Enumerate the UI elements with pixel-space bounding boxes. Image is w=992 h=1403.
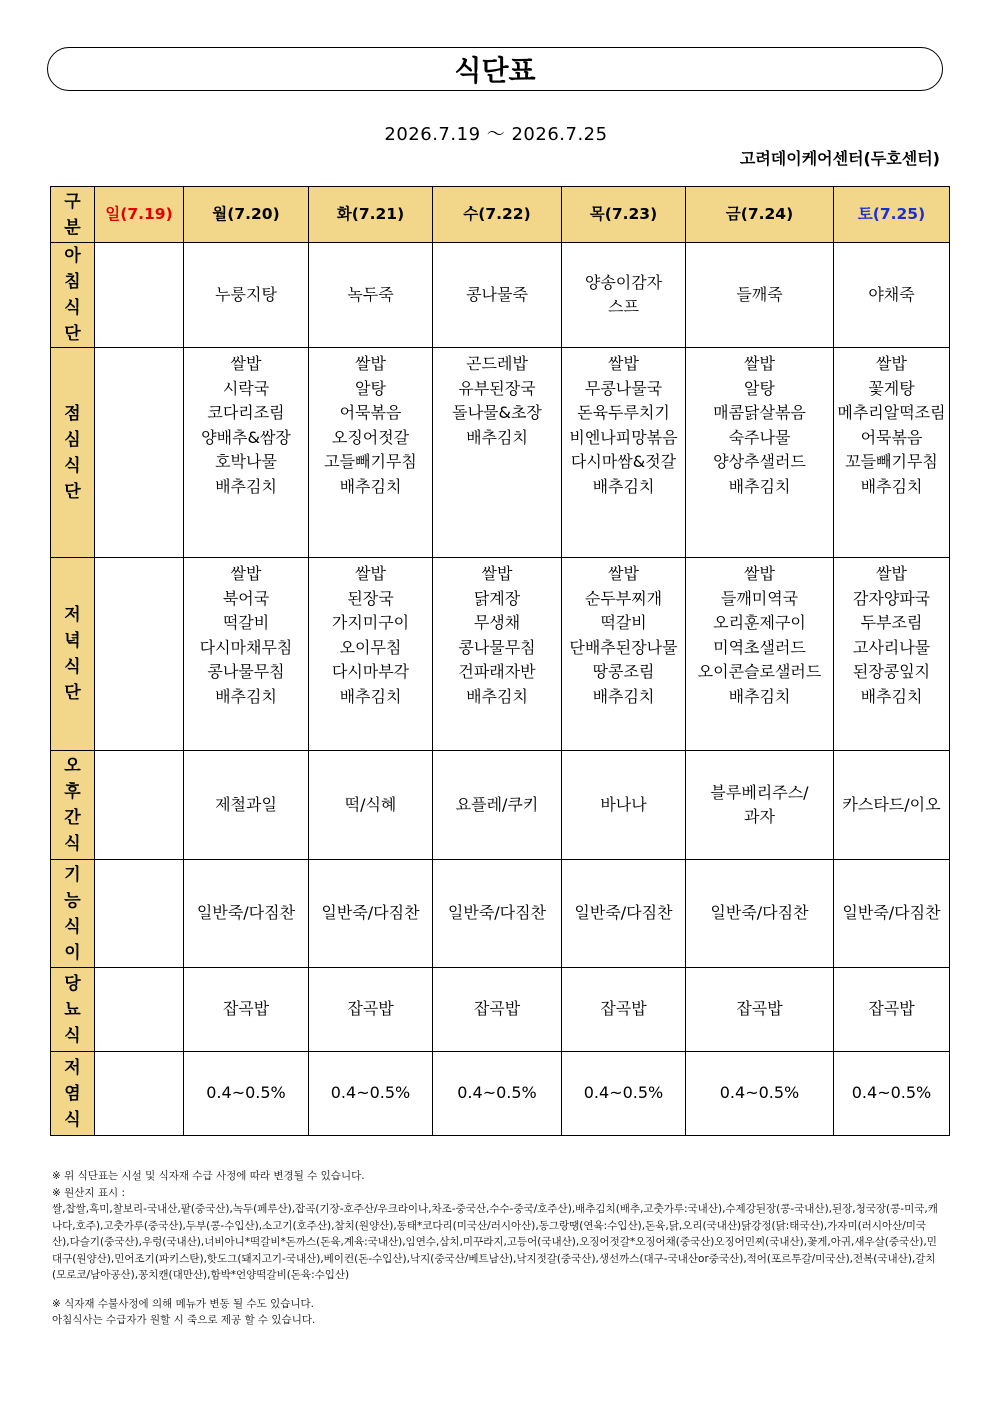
- cell-diabetic-thu: [562, 968, 686, 1052]
- menu-item: 0.4~0.5%: [851, 1083, 932, 1103]
- cell-snack-wed: [433, 751, 562, 860]
- category-char: 능: [64, 890, 81, 911]
- menu-item: 북어국: [222, 588, 270, 608]
- menu-item: 닭계장: [473, 588, 521, 608]
- menu-item: 단배추된장나물: [569, 637, 678, 657]
- category-char: 식: [64, 1025, 81, 1046]
- category-char: 후: [64, 782, 81, 802]
- menu-item: 감자양파국: [852, 588, 931, 608]
- menu-item: 꼬들빼기무침: [845, 452, 938, 471]
- cell-dinner-fri: [686, 558, 834, 751]
- cell-lunch-thu: [562, 348, 686, 558]
- category-lunch: [51, 348, 95, 558]
- notes: [52, 1168, 942, 1329]
- category-char: 구: [64, 191, 81, 212]
- cell-diabetic-sat: [834, 968, 950, 1052]
- category-char: 식: [64, 1109, 81, 1130]
- menu-item: 배추김치: [339, 686, 402, 706]
- category-char: 식: [64, 298, 81, 318]
- note-change: ※ 위 식단표는 시설 및 식자재 수급 사정에 따라 변경될 수 있습니다.: [52, 1170, 365, 1182]
- note-porridge: 아침식사는 수급자가 원할 시 죽으로 제공 할 수 있습니다.: [52, 1314, 316, 1326]
- cell-snack-sat: [834, 751, 950, 860]
- menu-item: 바나나: [600, 794, 647, 814]
- menu-item: 무생채: [473, 613, 521, 632]
- row-functional: [51, 860, 950, 968]
- day-header-tue: 화(7.21): [309, 187, 433, 243]
- cell-snack-thu: [562, 751, 686, 860]
- menu-item: 쌀밥: [481, 564, 513, 583]
- category-char: 심: [64, 429, 81, 450]
- cell-lowsalt-fri: [686, 1052, 834, 1136]
- menu-item: 쌀밥: [355, 564, 386, 583]
- cell-diabetic-wed: [433, 968, 562, 1052]
- note-origin-list: 쌀,찹쌀,흑미,찰보리-국내산,팥(중국산),녹두(페루산),잡곡(기장-호주산/우크라이나,차조-중국산,수수-중국/호주산),배추김치(배추,고춧가루:국내산),수제강된장(콩-국내산),된장,청국장(콩-미국,캐나다,호주),고춧가루(중국산),두부(콩-수입산),소고기(호주산),참치(원양산),동태*코다리(미국산/러시아산),동그랑땡(연육:수입산),돈육,닭,오리(국내산)닭강정(닭:태국산),가자미(러시아산/미국산),다슬기(중국산),우렁(국내산),너비아니*떡갈비*돈까스(돈육,계육:국내산),임연수,삼치,미꾸라지,고등어(국내산),오징어젓갈*오징어채(중국산)오징어민찌(국내산),꽃게,아귀,새우살(중국산),민대구(원양산),민어조기(파키스탄),핫도그(돼지고기-국내산),베이컨(돈-수입산),낙지(중국산/베트남산),낙지젓갈(중국산),생선까스(대구-국내산or중국산),적어(포르투갈/미국산),전복(국내산),갈치(모로코/남아공산),꽁치캔(대만산),함박*언양떡갈비(돈육:수입산): [52, 1203, 938, 1281]
- menu-item: 배추김치: [728, 476, 791, 496]
- menu-item: 일반죽/다짐찬: [574, 903, 673, 923]
- category-char: 침: [64, 272, 81, 292]
- menu-item: 쌀밥: [355, 354, 386, 373]
- menu-item: 떡갈비: [600, 613, 647, 632]
- category-char: 기: [64, 864, 81, 885]
- day-header-fri: 금(7.24): [686, 187, 834, 243]
- category-char: 단: [64, 683, 81, 703]
- note-supply: ※ 식자재 수불사정에 의해 메뉴가 변동 될 수도 있습니다.: [52, 1297, 314, 1310]
- menu-item: 매콤닭살볶음: [713, 403, 806, 422]
- menu-item: 양송이감자: [584, 272, 663, 292]
- menu-item: 0.4~0.5%: [457, 1083, 537, 1103]
- menu-item: 시락국: [222, 378, 270, 398]
- category-char: 식: [64, 916, 81, 937]
- menu-item: 카스타드/이오: [842, 794, 941, 814]
- category-char: 분: [64, 217, 81, 238]
- cell-dinner-sat: [834, 558, 950, 751]
- cell-lunch-wed: [433, 348, 562, 558]
- menu-item: 쌀밥: [608, 354, 639, 373]
- menu-item: 된장콩잎지: [852, 662, 931, 681]
- category-char: 염: [64, 1083, 81, 1104]
- menu-item: 배추김치: [339, 476, 402, 496]
- menu-item: 콩나물죽: [466, 284, 528, 304]
- menu-item: 양상추샐러드: [713, 452, 806, 471]
- category-char: 이: [64, 942, 81, 963]
- menu-item: 잡곡밥: [600, 999, 647, 1019]
- cell-dinner-sun: [95, 558, 184, 751]
- menu-item: 잡곡밥: [736, 999, 783, 1019]
- cell-snack-tue: [309, 751, 433, 860]
- menu-item: 쌀밥: [608, 564, 639, 583]
- menu-item: 돌나물&초장: [452, 403, 542, 422]
- cell-breakfast-sun: [95, 243, 184, 348]
- category-char: 아: [64, 246, 81, 266]
- cell-lowsalt-tue: [309, 1052, 433, 1136]
- cell-functional-tue: [309, 860, 433, 968]
- category-char: 점: [64, 403, 81, 424]
- menu-item: 코다리조림: [207, 403, 285, 422]
- cell-diabetic-mon: [184, 968, 309, 1052]
- category-char: 저: [64, 605, 81, 625]
- menu-item: 0.4~0.5%: [330, 1083, 411, 1103]
- menu-item: 요플레/쿠키: [455, 794, 539, 814]
- day-header-thu: 목(7.23): [562, 187, 686, 243]
- cell-lowsalt-thu: [562, 1052, 686, 1136]
- menu-item: 꽃게탕: [868, 378, 915, 398]
- cell-breakfast-mon: [184, 243, 309, 348]
- menu-item: 배추김치: [215, 476, 277, 496]
- menu-item: 콩나물무침: [458, 637, 536, 657]
- menu-item: 다시마채무침: [199, 637, 293, 657]
- menu-item: 배추김치: [466, 686, 528, 706]
- cell-diabetic-tue: [309, 968, 433, 1052]
- menu-item: 들깨미역국: [720, 588, 799, 608]
- menu-item: 배추김치: [592, 686, 655, 706]
- menu-item: 다시마쌈&젓갈: [570, 452, 677, 471]
- menu-item: 숙주나물: [728, 427, 791, 447]
- menu-item: 알탕: [744, 378, 775, 398]
- row-dinner: [51, 558, 950, 751]
- menu-item: 쌀밥: [230, 564, 262, 583]
- menu-item: 알탕: [355, 378, 386, 398]
- menu-item: 쌀밥: [744, 564, 775, 583]
- cell-lowsalt-mon: [184, 1052, 309, 1136]
- menu-item: 잡곡밥: [347, 999, 394, 1019]
- cell-lunch-sun: [95, 348, 184, 558]
- day-header-mon: 월(7.20): [184, 187, 309, 243]
- day-header-wed: 수(7.22): [433, 187, 562, 243]
- category-char: 식: [64, 834, 81, 854]
- menu-item: 무콩나물국: [584, 378, 663, 398]
- menu-item: 어묵볶음: [339, 403, 402, 422]
- category-char: 식: [64, 455, 81, 476]
- category-char: 간: [64, 808, 81, 828]
- menu-item: 야채죽: [868, 284, 915, 304]
- cell-snack-fri: [686, 751, 834, 860]
- cell-lunch-tue: [309, 348, 433, 558]
- cell-functional-sat: [834, 860, 950, 968]
- cell-functional-wed: [433, 860, 562, 968]
- row-diabetic: [51, 968, 950, 1052]
- category-char: 식: [64, 657, 81, 677]
- row-breakfast: [51, 243, 950, 348]
- menu-item: 미역초샐러드: [713, 637, 806, 657]
- menu-item: 유부된장국: [458, 378, 536, 398]
- menu-item: 메추리알떡조림: [837, 403, 946, 422]
- menu-item: 누룽지탕: [215, 284, 277, 304]
- cell-lowsalt-sat: [834, 1052, 950, 1136]
- menu-item: 쌀밥: [744, 354, 775, 373]
- menu-item: 일반죽/다짐찬: [842, 903, 941, 923]
- cell-dinner-tue: [309, 558, 433, 751]
- cell-diabetic-fri: [686, 968, 834, 1052]
- menu-item: 어묵볶음: [860, 427, 923, 447]
- category-breakfast: [51, 243, 95, 348]
- cell-breakfast-thu: [562, 243, 686, 348]
- menu-item: 블루베리주스/: [710, 782, 809, 802]
- category-char: 녁: [64, 631, 81, 651]
- menu-item: 쌀밥: [876, 354, 907, 373]
- menu-item: 고사리나물: [852, 637, 931, 657]
- meal-table: [50, 186, 950, 1136]
- menu-item: 곤드레밥: [466, 354, 528, 373]
- menu-item: 오징어젓갈: [331, 427, 410, 447]
- menu-item: 배추김치: [215, 686, 277, 706]
- category-lowsalt: [51, 1052, 95, 1136]
- cell-snack-sun: [95, 751, 184, 860]
- menu-item: 떡갈비: [222, 613, 270, 632]
- cell-functional-sun: [95, 860, 184, 968]
- day-header-sat: 토(7.25): [834, 187, 950, 243]
- menu-item: 순두부찌개: [584, 588, 663, 608]
- cell-diabetic-sun: [95, 968, 184, 1052]
- row-snack: [51, 751, 950, 860]
- cell-lunch-fri: [686, 348, 834, 558]
- cell-breakfast-tue: [309, 243, 433, 348]
- category-char: 당: [64, 973, 81, 994]
- cell-lunch-sat: [834, 348, 950, 558]
- menu-item: 된장국: [347, 588, 394, 608]
- menu-item: 다시마부각: [331, 662, 410, 681]
- category-char: 뇨: [64, 999, 81, 1020]
- menu-item: 양배추&쌈장: [201, 427, 291, 447]
- cell-lunch-mon: [184, 348, 309, 558]
- menu-item: 돈육두루치기: [577, 403, 670, 422]
- menu-item: 떡/식혜: [344, 794, 397, 814]
- cell-dinner-wed: [433, 558, 562, 751]
- menu-item: 일반죽/다짐찬: [196, 903, 296, 923]
- menu-item: 과자: [744, 807, 775, 826]
- menu-item: 배추김치: [860, 476, 923, 496]
- menu-item: 콩나물무침: [207, 662, 285, 681]
- page-title: 식단표: [47, 47, 943, 91]
- menu-item: 땅콩조림: [592, 662, 655, 681]
- cell-breakfast-sat: [834, 243, 950, 348]
- menu-item: 호박나물: [215, 452, 277, 471]
- menu-item: 들깨죽: [736, 284, 783, 304]
- cell-functional-fri: [686, 860, 834, 968]
- menu-item: 0.4~0.5%: [206, 1083, 286, 1103]
- menu-item: 0.4~0.5%: [719, 1083, 800, 1103]
- note-origin-heading: ※ 원산지 표시 :: [52, 1186, 126, 1199]
- menu-item: 오리훈제구이: [713, 613, 806, 632]
- category-diabetic: [51, 968, 95, 1052]
- menu-item: 고들빼기무침: [324, 452, 417, 471]
- menu-item: 배추김치: [466, 427, 528, 447]
- menu-period: 2026.7.19 ～ 2026.7.25: [384, 124, 608, 145]
- cell-functional-thu: [562, 860, 686, 968]
- menu-item: 일반죽/다짐찬: [321, 903, 420, 923]
- menu-item: 오이무침: [339, 637, 402, 657]
- menu-item: 제철과일: [215, 794, 277, 814]
- menu-item: 건파래자반: [458, 662, 536, 681]
- menu-item: 잡곡밥: [222, 999, 270, 1019]
- menu-item: 두부조림: [860, 613, 923, 632]
- menu-item: 쌀밥: [876, 564, 907, 583]
- cell-snack-mon: [184, 751, 309, 860]
- menu-item: 잡곡밥: [868, 999, 915, 1019]
- category-char: 오: [64, 756, 81, 776]
- menu-item: 녹두죽: [347, 284, 394, 304]
- corner-header: [51, 187, 95, 243]
- center-name: 고려데이케어센터(두호센터): [739, 149, 940, 168]
- menu-item: 일반죽/다짐찬: [710, 903, 809, 923]
- row-lunch: [51, 348, 950, 558]
- menu-item: 배추김치: [592, 476, 655, 496]
- category-char: 단: [64, 324, 81, 344]
- cell-breakfast-wed: [433, 243, 562, 348]
- cell-breakfast-fri: [686, 243, 834, 348]
- menu-item: 오이콘슬로샐러드: [697, 662, 822, 681]
- day-header-sun: 일(7.19): [95, 187, 184, 243]
- category-snack: [51, 751, 95, 860]
- menu-item: 비엔나피망볶음: [569, 427, 678, 447]
- row-lowsalt: [51, 1052, 950, 1136]
- menu-item: 일반죽/다짐찬: [447, 903, 547, 923]
- cell-dinner-mon: [184, 558, 309, 751]
- cell-dinner-thu: [562, 558, 686, 751]
- category-dinner: [51, 558, 95, 751]
- menu-item: 배추김치: [728, 686, 791, 706]
- cell-lowsalt-sun: [95, 1052, 184, 1136]
- category-functional: [51, 860, 95, 968]
- cell-functional-mon: [184, 860, 309, 968]
- menu-item: 잡곡밥: [473, 999, 521, 1019]
- category-char: 단: [64, 481, 81, 502]
- menu-item: 가지미구이: [331, 613, 410, 632]
- menu-item: 0.4~0.5%: [583, 1083, 664, 1103]
- menu-item: 배추김치: [860, 686, 923, 706]
- category-char: 저: [64, 1057, 81, 1078]
- menu-item: 쌀밥: [230, 354, 262, 373]
- cell-lowsalt-wed: [433, 1052, 562, 1136]
- menu-item: 스프: [608, 297, 639, 316]
